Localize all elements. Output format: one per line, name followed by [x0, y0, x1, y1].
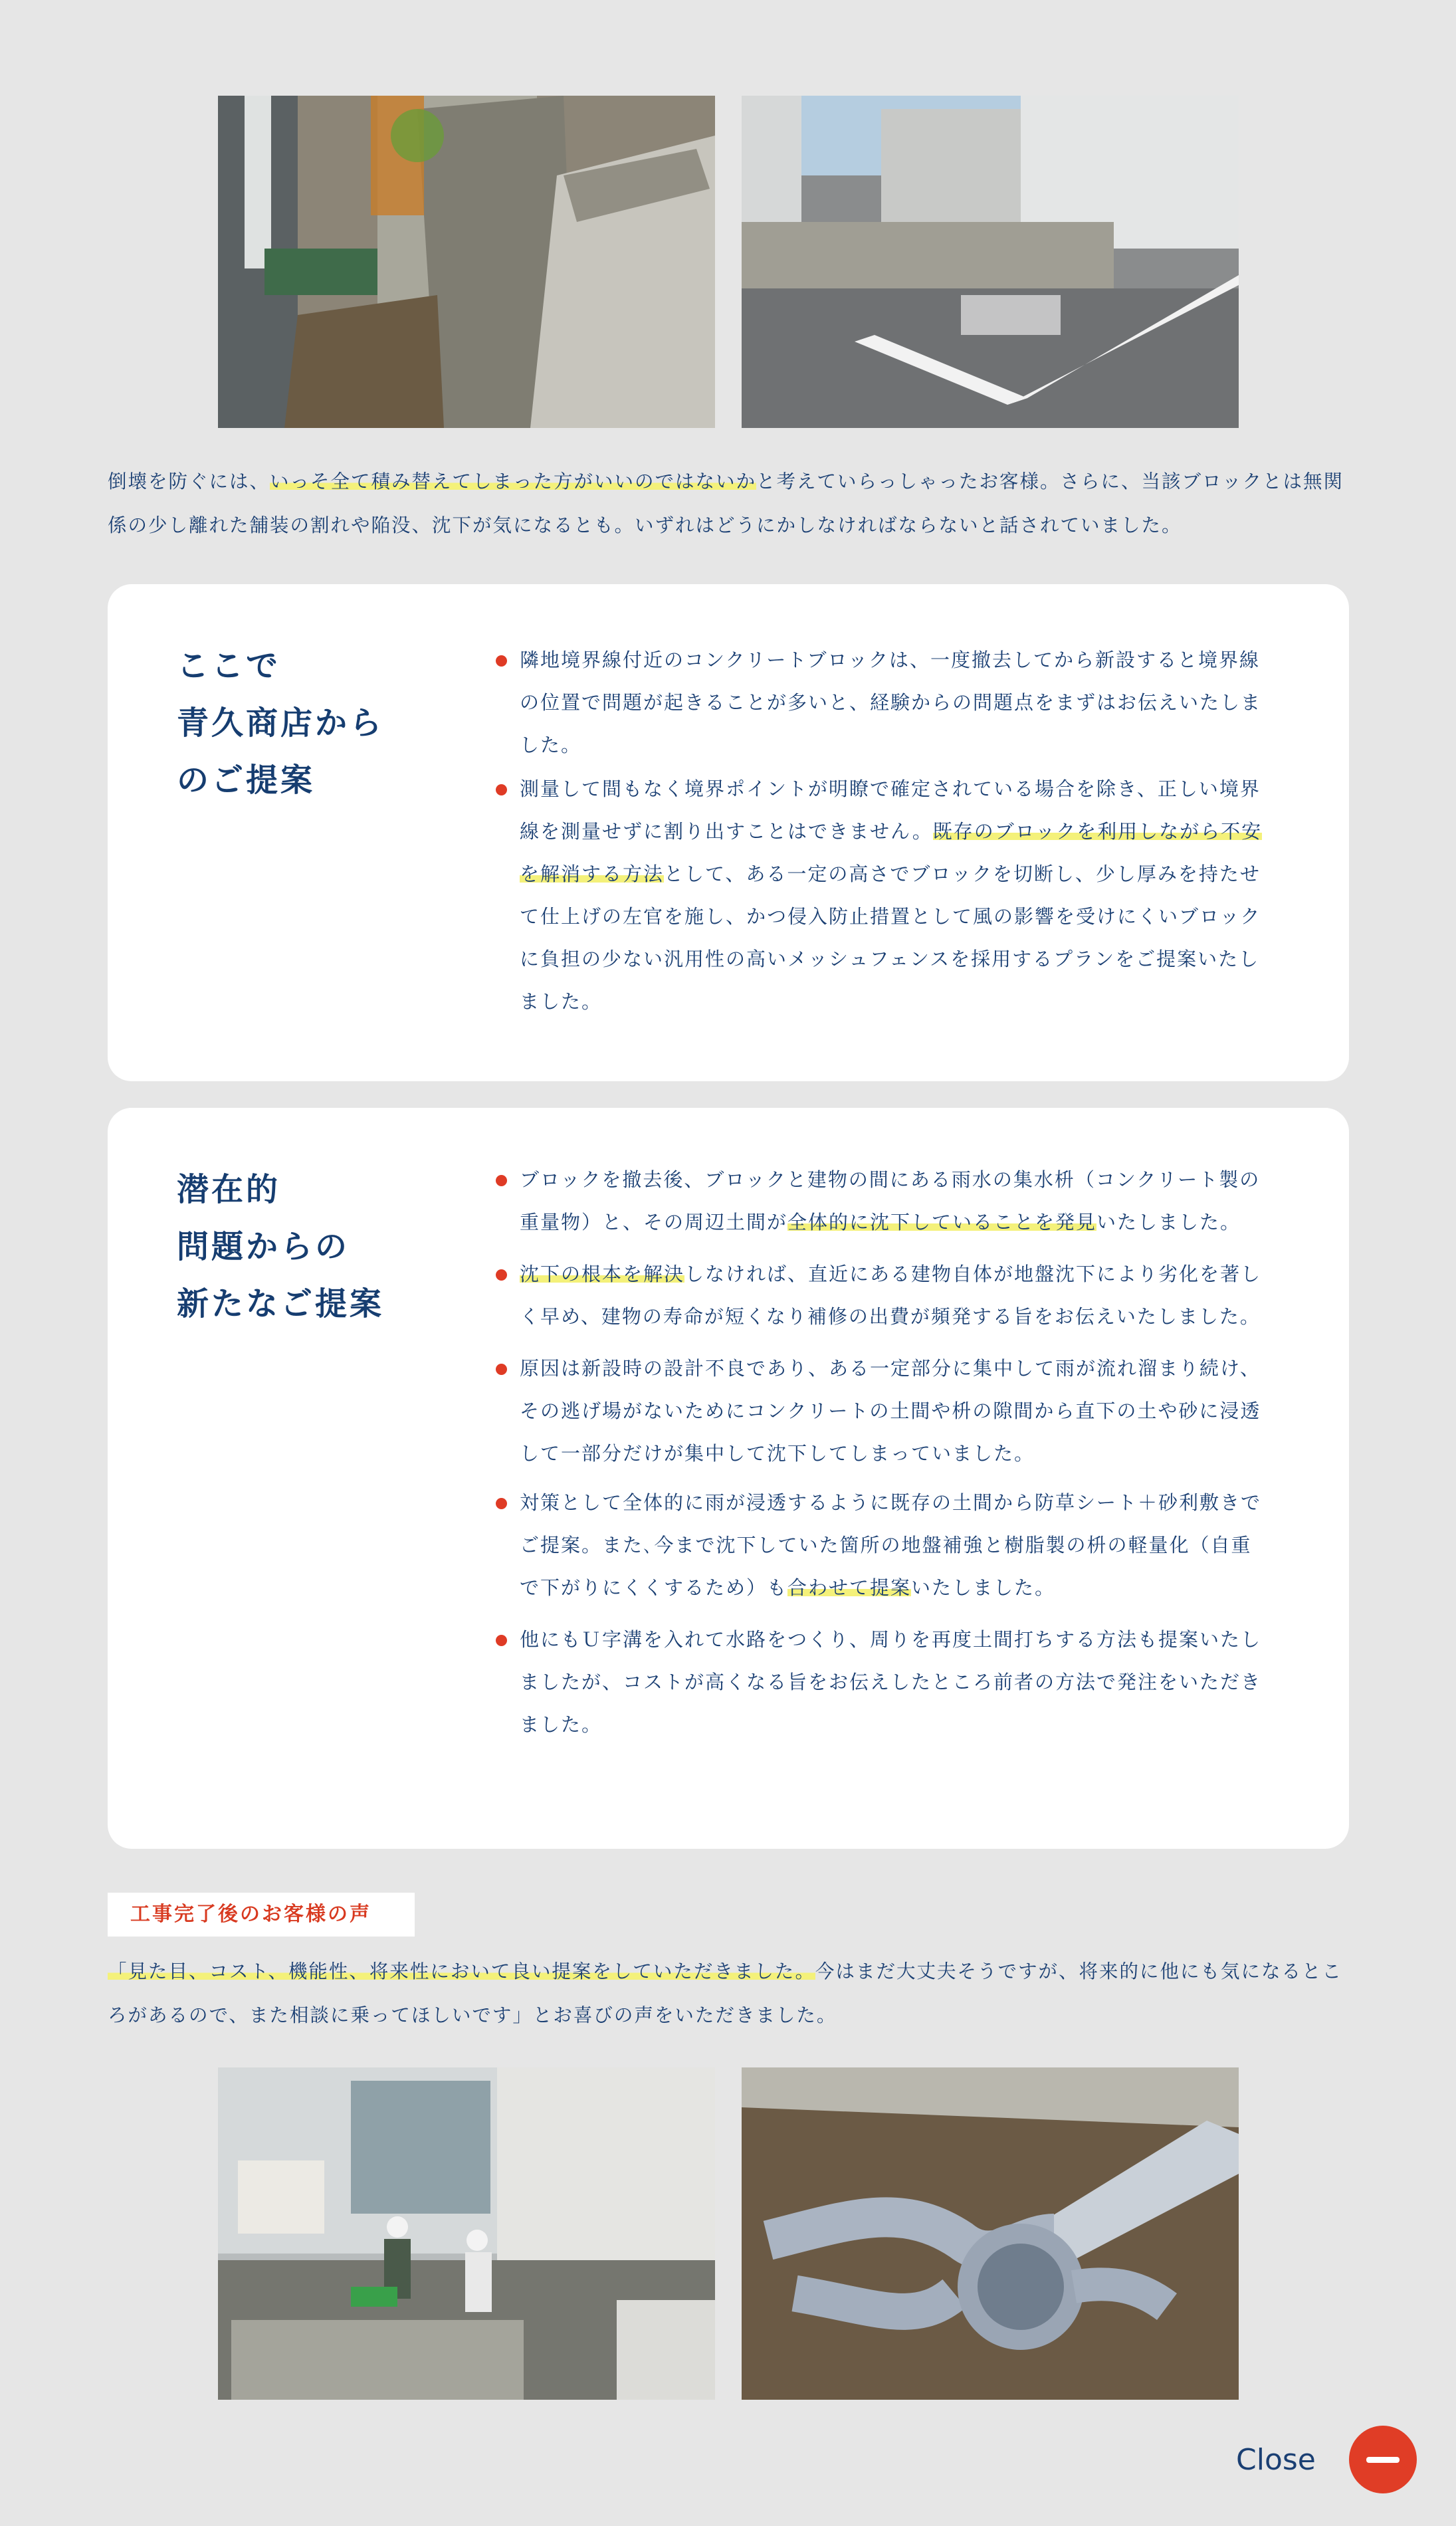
photo-workers-construction	[218, 2067, 715, 2400]
customer-voice-paragraph	[108, 1950, 1350, 2038]
proposal-card	[108, 584, 1349, 1081]
bottom-photo-row	[218, 2067, 1239, 2400]
new-proposal-card	[108, 1108, 1349, 1849]
new-proposal-list	[496, 1158, 1267, 1746]
highlight-text: 既存のブロックを利用しながら不安を解消する方法	[520, 820, 1263, 885]
customer-voice-label: 工事完了後のお客様の声	[108, 1893, 415, 1937]
highlight-text: 全体的に沈下していることを発見	[787, 1211, 1097, 1233]
photo-drainage-pipes	[742, 2067, 1239, 2400]
list-item: 対策として全体的に雨が浸透するように既存の土間から防草シート＋砂利敷きでご提案。また､今まで沈下していた箇所の地盤補強と樹脂製の枡の軽量化（自重で下がりにくくするため）も合わせて提案いたしました。	[496, 1481, 1267, 1609]
list-item: 原因は新設時の設計不良であり、ある一定部分に集中して雨が流れ溜まり続け、その逃げ場がないためにコンクリートの土間や枡の隙間から直下の土や砂に浸透して一部分だけが集中して沈下してしまっていました。	[496, 1347, 1267, 1475]
intro-text-rest: と考えていらっしゃったお客様。さらに、当該ブロックとは無関係の少し離れた舗装の割れや陥没、沈下が気になるとも。いずれはどうにかしなければならないと話されていました。	[108, 471, 1344, 536]
list-item: 隣地境界線付近のコンクリートブロックは、一度撤去してから新設すると境界線の位置で問題が起きることが多いと、経験からの問題点をまずはお伝えいたしました。	[496, 639, 1267, 766]
intro-highlight: いっそ全て積み替えてしまった方がいいのではないか	[270, 471, 757, 492]
top-photo-row	[218, 96, 1239, 428]
photo-narrow-alley-block-wall	[218, 96, 715, 428]
proposal-list	[496, 639, 1267, 1023]
voice-highlight: 「見た目、コスト、機能性、将来性において良い提案をしていただきました。	[108, 1960, 815, 1982]
list-item: 沈下の根本を解決しなければ、直近にある建物自体が地盤沈下により劣化を著しく早め、建物の寿命が短くなり補修の出費が頻発する旨をお伝えいたしました。	[496, 1253, 1267, 1338]
new-proposal-card-title: 潜在的 問題からの 新たなご提案	[177, 1171, 385, 1322]
intro-text: 倒壊を防ぐには、	[108, 471, 270, 492]
close-label: Close	[1236, 2442, 1316, 2477]
list-item: 他にもＵ字溝を入れて水路をつくり、周りを再度土間打ちする方法も提案いたしましたが、コストが高くなる旨をお伝えしたところ前者の方法で発注をいただきました。	[496, 1618, 1267, 1746]
proposal-card-title: ここで 青久商店から のご提案	[177, 647, 385, 799]
highlight-text: 合わせて提案	[787, 1576, 912, 1599]
list-item: ブロックを撤去後、ブロックと建物の間にある雨水の集水枡（コンクリート製の重量物）と、その周辺土間が全体的に沈下していることを発見いたしました。	[496, 1158, 1267, 1243]
close-button[interactable]	[1236, 2426, 1417, 2493]
photo-parking-lot-block-wall	[742, 96, 1239, 428]
intro-paragraph	[108, 460, 1350, 548]
minus-icon[interactable]	[1349, 2426, 1417, 2493]
highlight-text: 沈下の根本を解決	[520, 1263, 685, 1285]
list-item: 測量して間もなく境界ポイントが明瞭で確定されている場合を除き、正しい境界線を測量せずに割り出すことはできません。既存のブロックを利用しながら不安を解消する方法として、ある一定の高さでブロックを切断し、少し厚みを持たせて仕上げの左官を施し、かつ侵入防止措置として風の影響を受けにくいブロックに負担の少ない汎用性の高いメッシュフェンスを採用するプランをご提案いたしました。	[496, 768, 1267, 1023]
voice-text: 今はまだ大丈夫そうですが、将来的に他にも気になるところがあるので、また相談に乗ってほしいです」とお喜びの声をいただきました。	[108, 1960, 1342, 2026]
